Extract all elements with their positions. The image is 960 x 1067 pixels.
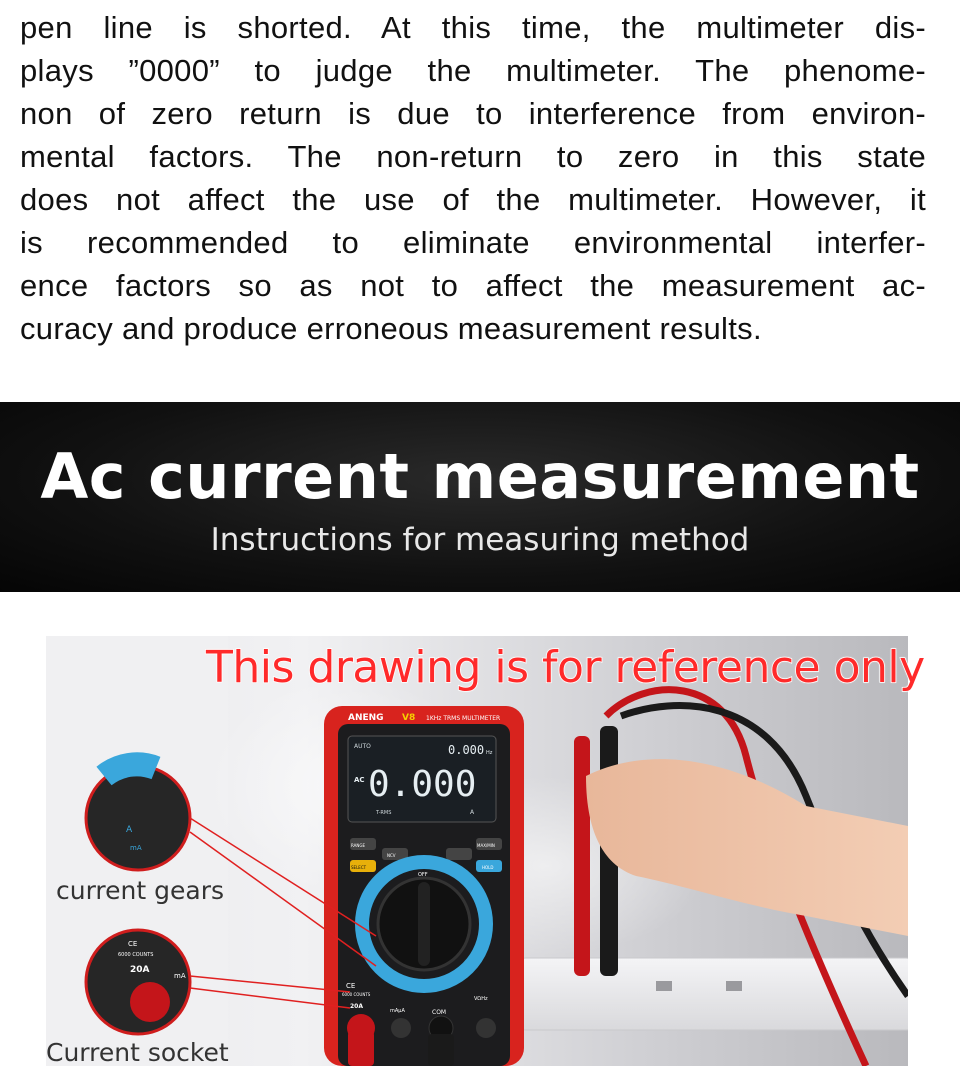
power-strip-socket	[656, 981, 672, 991]
paragraph-line: is recommended to eliminate environmental interfer-	[20, 225, 926, 260]
zoom-circle-gears	[86, 766, 190, 870]
paragraph-line: does not affect the use of the multimeter. However, it	[20, 182, 926, 217]
dial-off-label: OFF	[418, 872, 428, 878]
button-ncv-label: NCV	[387, 853, 396, 858]
socket-com-label: COM	[432, 1009, 447, 1016]
paragraph-line: pen line is shorted. At this time, the multimeter dis-	[20, 10, 926, 45]
socket-vohm	[476, 1018, 496, 1038]
power-strip-socket	[726, 981, 742, 991]
lcd-sub-unit: Hz	[486, 750, 493, 756]
zoom-dial-arc	[104, 764, 156, 776]
lcd-main-reading: 0.000	[368, 764, 477, 805]
instruction-paragraph	[20, 6, 926, 350]
probe-red	[574, 736, 590, 976]
paragraph-line: non of zero return is due to interference from environ-	[20, 96, 926, 131]
zoom-socket-amp: 20A	[130, 965, 150, 975]
product-photo	[46, 636, 908, 1066]
meter-brand: ANENG	[348, 713, 384, 723]
zoom-socket-counts: 6000 COUNTS	[118, 952, 154, 958]
lcd-auto: AUTO	[354, 743, 371, 750]
lcd-ac: AC	[354, 776, 365, 784]
meter-counts: 6000 COUNTS	[342, 992, 371, 997]
zoom-gears-a: A	[126, 825, 133, 835]
button-maxmin-label: MAX/MIN	[477, 843, 495, 848]
section-subtitle: Instructions for measuring method	[210, 522, 750, 558]
zoom-gears-ma: mA	[130, 844, 142, 852]
zoom-socket-ce: CE	[128, 940, 138, 948]
meter-button	[446, 848, 472, 860]
current-socket-label: Current socket	[46, 1038, 229, 1067]
reference-note: This drawing is for reference only	[206, 642, 925, 693]
lcd-unit-a: A	[470, 809, 475, 816]
section-title: Ac current measurement	[40, 440, 920, 513]
button-hold-label: HOLD	[482, 865, 494, 870]
button-range-label: RANGE	[351, 843, 365, 848]
paragraph-line: curacy and produce erroneous measurement results.	[20, 311, 762, 346]
meter-ce: CE	[346, 982, 356, 990]
plug-red	[348, 1031, 374, 1066]
meter-model-caption: 1KHz TRMS MULTIMETER	[426, 715, 501, 722]
zoom-circle-socket	[86, 930, 190, 1034]
meter-model: V8	[402, 713, 416, 723]
meter-dial-knob	[418, 882, 430, 966]
zoom-socket-ma: mA	[174, 972, 186, 980]
lcd-trms: T-RMS	[376, 810, 392, 816]
paragraph-line: ence factors so as not to affect the measurement ac-	[20, 268, 926, 303]
button-select-label: SELECT	[351, 865, 367, 870]
plug-black	[428, 1034, 454, 1066]
lcd-sub-reading: 0.000	[448, 743, 485, 757]
zoom-socket-plug	[130, 982, 170, 1022]
multimeter-illustration	[46, 636, 908, 1066]
current-gears-label: current gears	[56, 876, 225, 905]
socket-maua	[391, 1018, 411, 1038]
socket-vohm-label: VΩHz	[474, 996, 488, 1002]
socket-20a-label: 20A	[350, 1003, 363, 1010]
socket-maua-label: mAµA	[390, 1008, 405, 1014]
paragraph-line: mental factors. The non-return to zero in this state	[20, 139, 926, 174]
paragraph-line: plays ”0000” to judge the multimeter. The phenome-	[20, 53, 926, 88]
